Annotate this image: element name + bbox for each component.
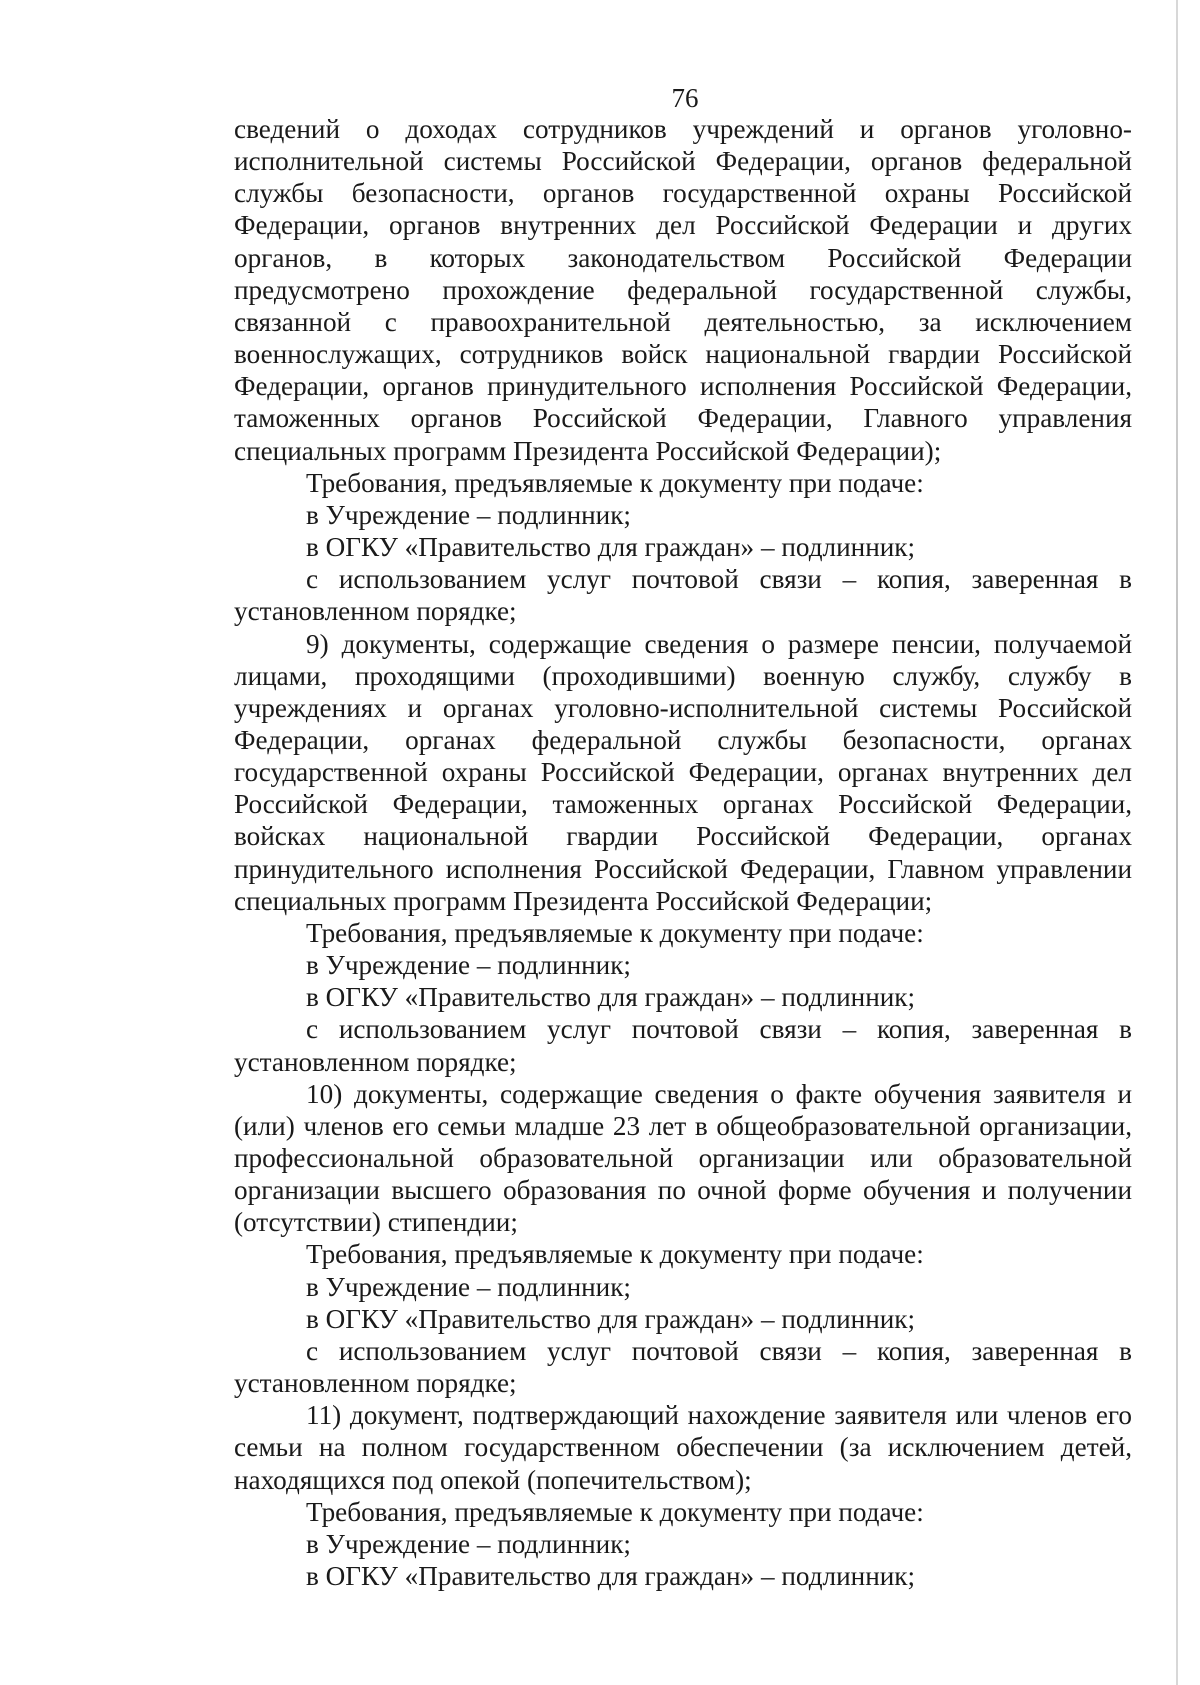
requirements-heading: Требования, предъявляемые к документу при подаче: — [306, 1239, 924, 1270]
requirements-heading: Требования, предъявляемые к документу при подаче: — [306, 1496, 924, 1527]
requirement-item: в Учреждение – подлинник; — [306, 499, 631, 530]
paragraph-continuation: сведений о доходах сотрудников учреждений и органов уголовно-исполнительной системы Российской Федерации, органов федеральной службы безопасности, органов государственной охраны Российской Федерации, органов внутренних дел Российской Федерации и других органов, в которых законодательством Российской Федерации предусмотрено прохождение федеральной государственной службы, связанной с правоохранительной деятельностью, за исключением военнослужащих, сотрудников войск национальной гвардии Российской Федерации, органов принудительного исполнения Российской Федерации, таможенных органов Российской Федерации, Главного управления специальных программ Президента Российской Федерации); — [234, 114, 1132, 466]
requirement-item: в ОГКУ «Правительство для граждан» – подлинник; — [306, 1303, 916, 1334]
requirement-item: в ОГКУ «Правительство для граждан» – подлинник; — [306, 532, 916, 563]
list-item-9: 9) документы, содержащие сведения о размере пенсии, получаемой лицами, проходящими (проходившими) военную службу, службу в учреждениях и органах уголовно-исполнительной системы Российской Федерации, органах федеральной службы безопасности, органах государственной охраны Российской Федерации, органах внутренних дел Российской Федерации, таможенных органах Российской Федерации, войсках национальной гвардии Российской Федерации, органах принудительного исполнения Российской Федерации, Главном управлении специальных программ Президента Российской Федерации; — [234, 628, 1132, 916]
requirements-heading: Требования, предъявляемые к документу при подаче: — [306, 917, 924, 948]
requirement-item: с использованием услуг почтовой связи – копия, заверенная в установленном порядке; — [234, 1335, 1132, 1399]
requirement-item: в ОГКУ «Правительство для граждан» – подлинник; — [306, 1561, 916, 1592]
requirement-item: в ОГКУ «Правительство для граждан» – подлинник; — [306, 982, 916, 1013]
requirement-item: в Учреждение – подлинник; — [306, 1528, 631, 1559]
requirement-item: с использованием услуг почтовой связи – копия, заверенная в установленном порядке; — [234, 1014, 1132, 1077]
scan-edge-line — [1176, 0, 1178, 1685]
document-body — [234, 113, 1132, 1592]
requirements-heading: Требования, предъявляемые к документу при подаче: — [306, 467, 924, 498]
requirement-item: в Учреждение – подлинник; — [306, 950, 631, 981]
list-item-11: 11) документ, подтверждающий нахождение заявителя или членов его семьи на полном государственном обеспечении (за исключением детей, находящихся под опекой (попечительством); — [234, 1400, 1132, 1495]
requirement-item: с использованием услуг почтовой связи – копия, заверенная в установленном порядке; — [234, 564, 1132, 627]
page-number: 76 — [671, 83, 699, 113]
list-item-10: 10) документы, содержащие сведения о факте обучения заявителя и (или) членов его семьи младше 23 лет в общеобразовательной организации, профессиональной образовательной организации или образовательной организации высшего образования по очной форме обучения и получении (отсутствии) стипендии; — [234, 1078, 1132, 1238]
requirement-item: в Учреждение – подлинник; — [306, 1271, 631, 1302]
